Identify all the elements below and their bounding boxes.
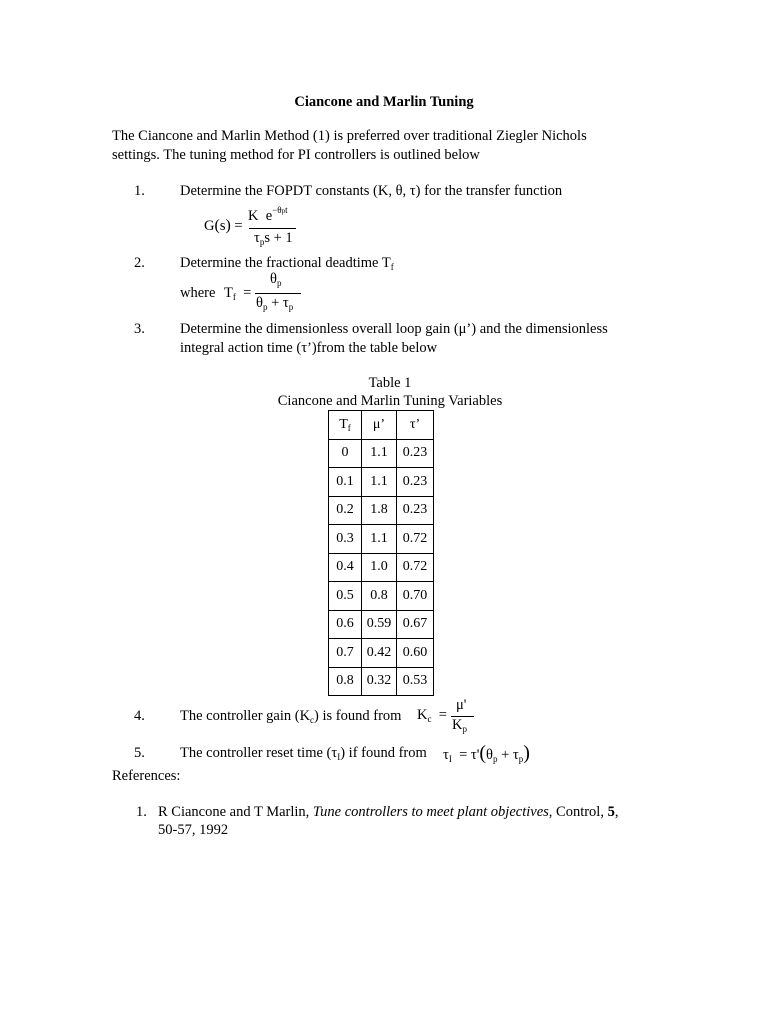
step-5-text: The controller reset time $(\tau_I)$ if found from (180, 745, 427, 762)
cell-tau: 0.23 (397, 439, 434, 468)
cell-tf: 0 (329, 439, 362, 468)
table-caption-title: Ciancone and Marlin Tuning Variables (277, 393, 503, 409)
reset-time-equation: $\tau_I = \tau'(\theta_p + \tau_p)$ (443, 742, 530, 764)
reference-line-1 (158, 803, 618, 822)
cell-tau: 0.23 (397, 496, 434, 525)
header-tf (329, 411, 362, 440)
table-row (329, 468, 434, 497)
step-3-text-line-1: Determine the dimensionless overall loop gain (μ’) and the dimensionless (180, 321, 608, 337)
reference-volume: 5 (607, 804, 615, 820)
header-mu: μ’ (362, 411, 397, 440)
step-1-number: 1. (134, 183, 145, 199)
cell-tf: 0.1 (329, 468, 362, 497)
table-caption-number: Table 1 (368, 375, 412, 391)
cell-tau: 0.53 (397, 667, 434, 696)
reference-comma: , (614, 804, 619, 820)
step-2-text (180, 254, 394, 277)
step-5-tail: ) if found from (340, 745, 427, 761)
cell-tau: 0.72 (397, 553, 434, 582)
step-2-number: 2. (134, 255, 145, 271)
cell-tau: 0.60 (397, 639, 434, 668)
reference-pages: 50-57, 1992 (158, 822, 229, 838)
cell-mu: 1.0 (362, 553, 397, 582)
step-2-label: Determine the fractional deadtime T (180, 255, 391, 271)
cell-mu: 0.59 (362, 610, 397, 639)
table-row (329, 553, 434, 582)
table-row (329, 439, 434, 468)
cell-tf: 0.3 (329, 525, 362, 554)
cell-tau: 0.23 (397, 468, 434, 497)
cell-tf: 0.5 (329, 582, 362, 611)
step-2-subscript: f (390, 262, 394, 272)
reference-authors: R Ciancone and T Marlin, (158, 804, 313, 820)
step-5-label: The controller reset time (τ (180, 745, 338, 761)
step-4-tail: ) is found from (314, 708, 402, 724)
header-tf-label: T (339, 416, 348, 432)
table-row (329, 639, 434, 668)
reference-title: Tune controllers to meet plant objectives (312, 804, 549, 820)
page-title: Ciancone and Marlin Tuning (294, 94, 474, 110)
cell-tf: 0.8 (329, 667, 362, 696)
cell-tf: 0.2 (329, 496, 362, 525)
step-1-text: Determine the FOPDT constants (K, θ, τ) for the transfer function (180, 183, 563, 199)
table-header-row (329, 411, 434, 440)
step-3-text-line-2: integral action time (τ’)from the table below (180, 340, 438, 356)
reference-number: 1. (136, 804, 147, 820)
step-5-number: 5. (134, 745, 145, 761)
cell-mu: 1.8 (362, 496, 397, 525)
cell-mu: 0.42 (362, 639, 397, 668)
table-row (329, 610, 434, 639)
cell-tf: 0.6 (329, 610, 362, 639)
table-row (329, 496, 434, 525)
references-heading: References: (112, 768, 181, 784)
table-row (329, 667, 434, 696)
intro-line-1: The Ciancone and Marlin Method (1) is preferred over traditional Ziegler Nichols (112, 128, 587, 144)
cell-mu: 1.1 (362, 439, 397, 468)
cell-mu: 1.1 (362, 468, 397, 497)
cell-tau: 0.70 (397, 582, 434, 611)
step-3-number: 3. (134, 321, 145, 337)
step-4-number: 4. (134, 708, 145, 724)
where-label: where (180, 285, 216, 301)
table-row (329, 582, 434, 611)
step-4-label: The controller gain (K (180, 708, 311, 724)
cell-tau: 0.67 (397, 610, 434, 639)
header-tf-subscript: f (347, 422, 351, 433)
cell-mu: 0.32 (362, 667, 397, 696)
cell-tf: 0.7 (329, 639, 362, 668)
table-row (329, 525, 434, 554)
reference-journal: , Control, (548, 804, 608, 820)
cell-tau: 0.72 (397, 525, 434, 554)
cell-mu: 0.8 (362, 582, 397, 611)
cell-mu: 1.1 (362, 525, 397, 554)
tuning-table (328, 410, 434, 696)
header-tau: τ’ (397, 411, 434, 440)
step-4-text: The controller gain $(K_c)$ is found from (180, 708, 402, 725)
intro-line-2: settings. The tuning method for PI controllers is outlined below (112, 147, 480, 163)
cell-tf: 0.4 (329, 553, 362, 582)
